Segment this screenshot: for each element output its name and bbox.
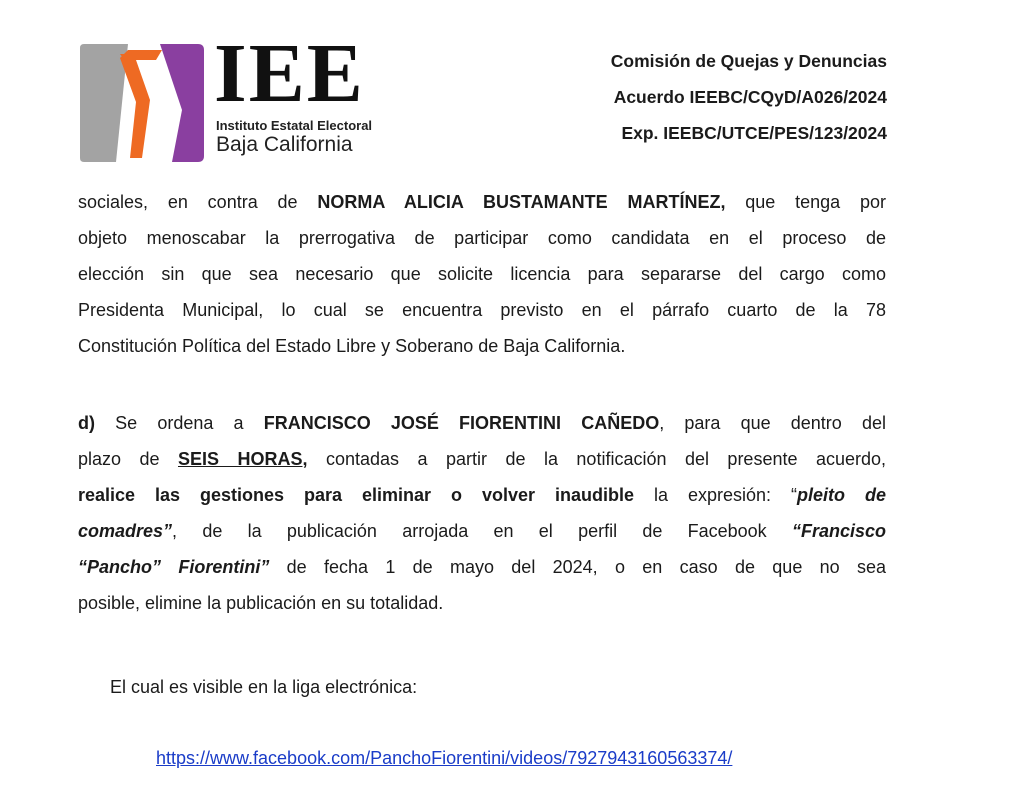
document-header [611, 43, 887, 151]
text-span: , para que dentro del [659, 413, 886, 433]
commission-name: Comisión de Quejas y Denuncias [610, 51, 887, 71]
text-line: posible, elimine la publicación en su totalidad. [78, 593, 444, 613]
agreement-number: Acuerdo IEEBC/CQyD/A026/2024 [613, 87, 887, 107]
text-span: contadas a partir de la notificación del presente acuerdo, [307, 449, 886, 469]
quoted-expression: comadres” [78, 521, 173, 541]
deadline-text: SEIS HORAS [178, 449, 303, 469]
logo-state-name: Baja California [216, 133, 353, 156]
text-line: Constitución Política del Estado Libre y Soberano de Baja California. [78, 336, 626, 356]
profile-name: “Pancho” Fiorentini” [78, 557, 270, 577]
text-span: Se ordena a [95, 413, 264, 433]
logo-acronym: IEE [214, 27, 365, 120]
text-line [78, 405, 886, 441]
bold-name: FRANCISCO JOSÉ FIORENTINI CAÑEDO [263, 413, 660, 433]
text-span: de fecha 1 de mayo del 2024, o en caso de que no sea [269, 557, 886, 577]
paragraph-d [78, 405, 886, 621]
text-line [78, 184, 886, 220]
logo-institute-name: Instituto Estatal Electoral [216, 118, 373, 133]
bold-instruction: realice las gestiones para eliminar o volver inaudible [78, 485, 635, 505]
text-line: objeto menoscabar la prerrogativa de participar como candidata en el proceso de [78, 228, 886, 248]
text-span: , de la publicación arrojada en el perfil de Facebook [172, 521, 792, 541]
text-span: , [302, 449, 308, 469]
text-line [78, 513, 886, 549]
text-span: la expresión: “ [634, 485, 798, 505]
text-span: plazo de [78, 449, 178, 469]
text-span: que tenga por [725, 192, 886, 212]
text-line [78, 441, 886, 477]
item-marker: d) [78, 413, 95, 433]
paragraph-1 [78, 184, 886, 364]
text-line [78, 549, 886, 585]
profile-name: “Francisco [791, 521, 886, 541]
quoted-expression: pleito de [797, 485, 886, 505]
bold-name: NORMA ALICIA BUSTAMANTE MARTÍNEZ, [317, 192, 726, 212]
text-line: elección sin que sea necesario que solicite licencia para separarse del cargo como [78, 264, 886, 284]
facebook-video-link[interactable]: https://www.facebook.com/PanchoFiorentini/videos/7927943160563374/ [156, 748, 733, 768]
iee-logo [76, 27, 376, 166]
iee-emblem-icon [76, 40, 212, 166]
link-intro-text: El cual es visible en la liga electrónica: [110, 677, 418, 697]
text-line: Presidenta Municipal, lo cual se encuentra previsto en el párrafo cuarto de la 78 [78, 300, 886, 320]
file-number: Exp. IEEBC/UTCE/PES/123/2024 [621, 123, 887, 143]
text-line [78, 477, 886, 513]
text-span: sociales, en contra de [78, 192, 318, 212]
